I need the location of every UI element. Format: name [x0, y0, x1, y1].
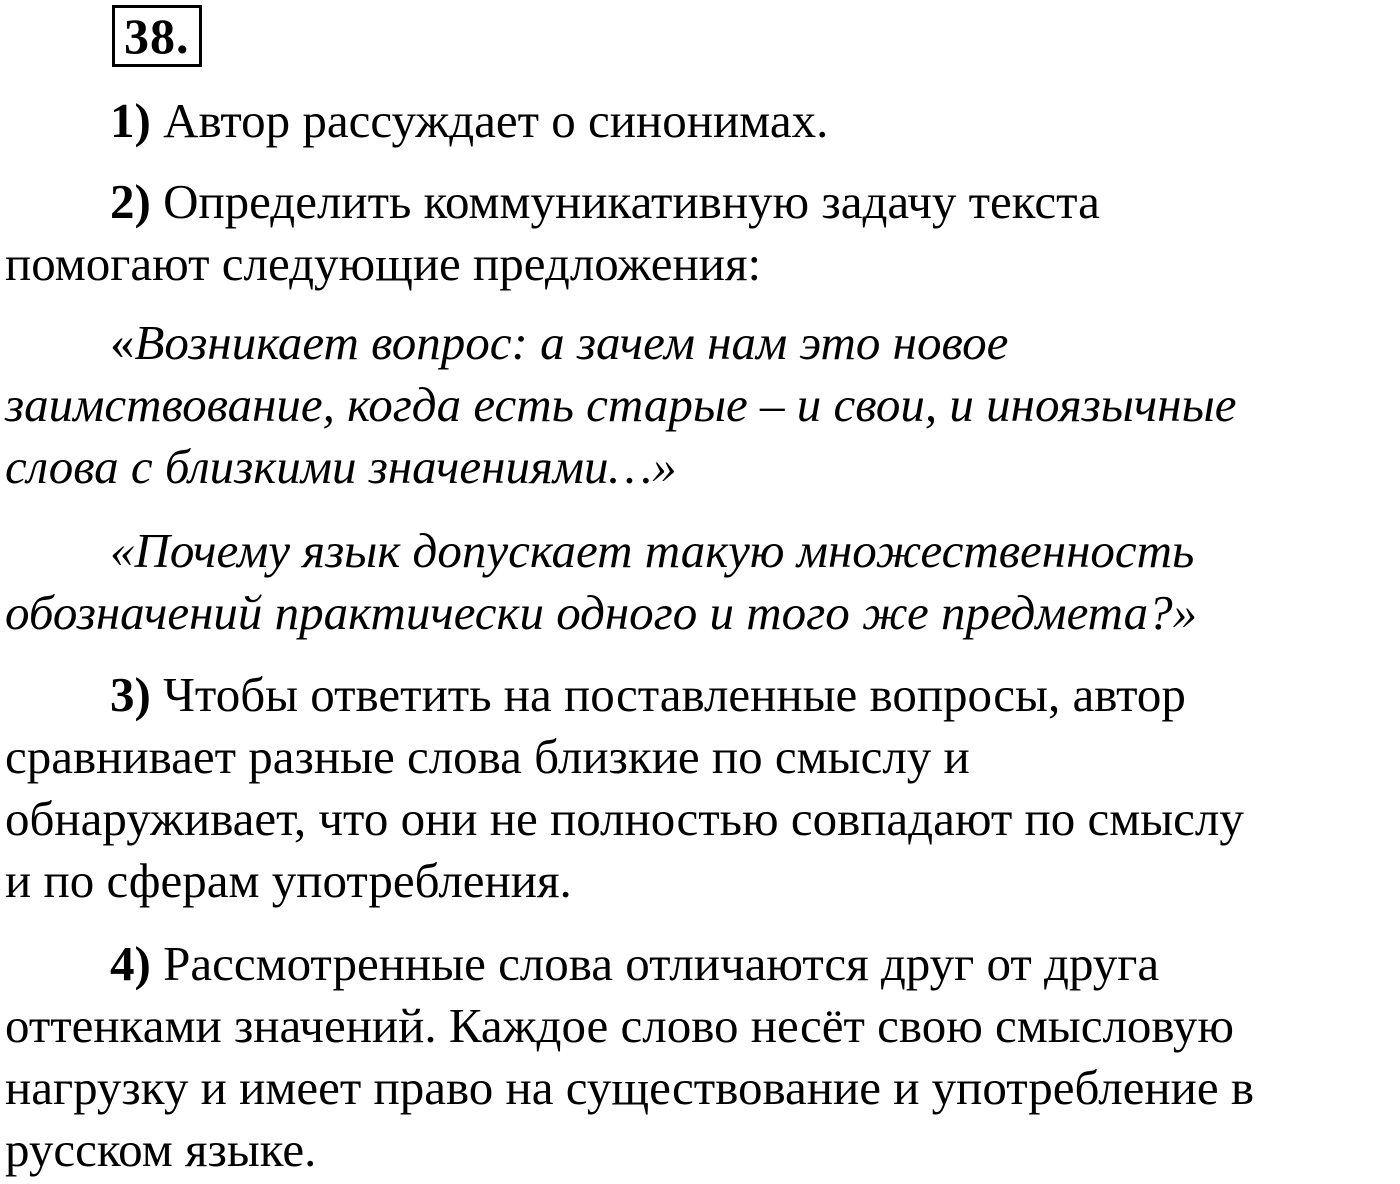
- item-3-text-line-1: Чтобы ответить на поставленные вопросы, автор: [163, 667, 1186, 722]
- item-3: [5, 664, 1400, 912]
- item-1: [5, 90, 1400, 152]
- item-1-line-1: [5, 90, 1400, 152]
- item-1-text: Автор рассуждает о синонимах.: [163, 93, 829, 148]
- item-1-number: 1): [110, 93, 151, 148]
- item-2-text-line-2: помогают следующие предложения:: [5, 236, 762, 291]
- item-2-text-line-1: Определить коммуникативную задачу текста: [163, 174, 1100, 229]
- item-4-text-line-4: русском языке.: [5, 1122, 317, 1177]
- item-2-line-1: [5, 171, 1400, 233]
- item-3-text-line-3: обнаруживает, что они не полностью совпадают по смыслу: [5, 791, 1244, 846]
- item-2-number: 2): [110, 174, 151, 229]
- item-3-line-1: [5, 664, 1400, 726]
- quote-2-text-line-2: обозначений практически одного и того же предмета?»: [5, 585, 1198, 640]
- item-4-text-line-2: оттенками значений. Каждое слово несёт свою смысловую: [5, 998, 1234, 1053]
- quote-1-line-1: [5, 312, 1400, 374]
- item-3-number: 3): [110, 667, 151, 722]
- item-3-text-line-4: и по сферам употребления.: [5, 853, 572, 908]
- quote-1-text-line-3: слова с близкими значениями…»: [5, 439, 677, 494]
- quote-1-open-mark: «: [110, 315, 135, 370]
- item-4-text-line-1: Рассмотренные слова отличаются друг от друга: [163, 936, 1160, 991]
- quote-1: [5, 312, 1400, 498]
- quote-1-text-line-1: Возникает вопрос: а зачем нам это новое: [134, 315, 1009, 370]
- item-4: [5, 933, 1400, 1181]
- item-4-number: 4): [110, 936, 151, 991]
- task-number-box: 38.: [112, 5, 202, 67]
- quote-2-text-line-1: «Почему язык допускает такую множественность: [110, 523, 1195, 578]
- quote-1-text-line-2: заимствование, когда есть старые – и свои, и иноязычные: [5, 377, 1237, 432]
- item-2: [5, 171, 1400, 295]
- item-4-line-1: [5, 933, 1400, 995]
- item-4-text-line-3: нагрузку и имеет право на существование и употребление в: [5, 1060, 1254, 1115]
- quote-2: [5, 520, 1400, 644]
- item-3-text-line-2: сравнивает разные слова близкие по смыслу и: [5, 729, 970, 784]
